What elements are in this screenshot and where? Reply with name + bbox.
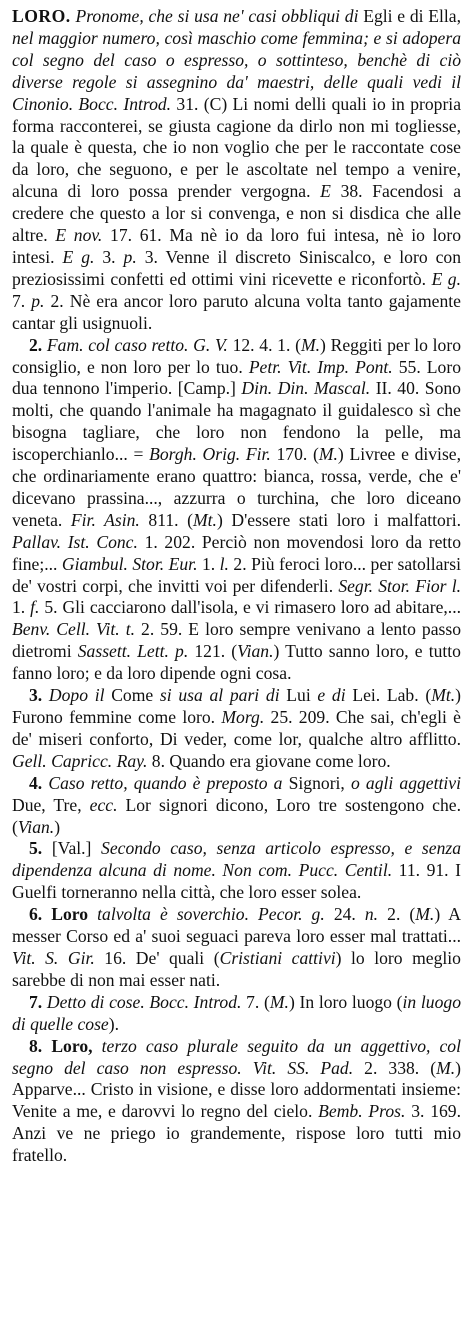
sense-4: 4. Caso retto, quando è preposto a Signori, o agli aggettivi Due, Tre, ecc. Lor signori dicono, Loro tre sostengono che. (Vian.) — [12, 772, 461, 837]
sense-number: 4. — [29, 772, 43, 793]
sense-number: 3. — [29, 685, 43, 706]
sense-5: 5. [Val.] Secondo caso, senza articolo espresso, e senza dipendenza alcuna di nome. Non com. Pucc. Centil. 11. 91. I Guelfi torneranno nella città, che loro esser solea. — [12, 838, 462, 903]
sense-8: 8. Loro, terzo caso plurale seguito da un aggettivo, col segno del caso non espresso. Vit. SS. Pad. 2. 338. (M.) Apparve... Cristo in visione, e disse loro addormentati insieme: Venite a me, e darovvi lo regno del cielo. Bemb. Pros. 3. 169. Anzi ve ne priego io grandemente, rispose loro tutti mio fratello. — [12, 1035, 462, 1166]
sense-number: 8. — [29, 1035, 43, 1056]
sense-number: 6. — [29, 904, 43, 925]
headword: LORO. — [12, 6, 71, 26]
sense-6: 6. Loro talvolta è soverchio. Pecor. g. 24. n. 2. (M.) A messer Corso ed a' suoi seguaci pareva loro esser mal trattati... Vit. S. Gir. 16. De' quali (Cristiani cattivi) lo loro meglio sarebbe di non mai esser nati. — [12, 904, 461, 990]
sense-number: 7. — [29, 991, 43, 1012]
sense-3: 3. Dopo il Come si usa al pari di Lui e di Lei. Lab. (Mt.) Furono femmine come loro. Morg. 25. 209. Che sai, ch'egli è de' miseri conforto, Di veder, come lor, qualche altro afflitto. Gell. Capricc. Ray. 8. Quando era giovane come loro. — [12, 685, 461, 771]
sense-number: 5. — [29, 838, 43, 859]
sense-number: 2. — [29, 334, 43, 355]
sense-2: 2. Fam. col caso retto. G. V. 12. 4. 1. (M.) Reggiti per lo loro consiglio, e non loro per lo tuo. Petr. Vit. Imp. Pont. 55. Loro dua tennono l'imperio. [Camp.] Din. Din. Mascal. II. 40. Sono molti, che quando l'animale ha magagnato il guidalesco sì che bisogna tagliare, che loro non fendono la pelle, ma iscoperchianlo... = Borgh. Orig. Fir. 170. (M.) Livree e divise, che ordinariamente erano quattro: bianca, rossa, verde, che e' dicevano prassina..., azzurra o turchina, che loro diceano veneta. Fir. Asin. 811. (Mt.) D'essere stati loro i malfattori. Pallav. Ist. Conc. 1. 202. Perciò non movendosi loro da retto fine;... Giambul. Stor. Eur. 1. l. 2. Più feroci loro... per satollarsi de' vostri corpi, che invitti voi per difenderli. Segr. Stor. Fior l. 1. f. 5. Gli cacciarono dall'isola, e vi rimasero loro ad abitare,... Benv. Cell. Vit. t. 2. 59. E loro sempre venivano a lento passo dietromi Sassett. Lett. p. 121. (Vian.) Tutto sanno loro, e tutto fanno loro; e da loro dipende ogni cosa. — [12, 334, 462, 684]
entry-intro: LORO. Pronome, che si usa ne' casi obbliqui di Egli e di Ella, nel maggior numero, così maschio come femmina; e si adopera col segno del caso o espresso, o sottinteso, benchè di ciò diverse regole si assegnino da' maestri, delle quali vedi il Cinonio. Bocc. Introd. 31. (C) Li nomi delli quali io in propria forma racconterei, se giusta cagione da dirlo non mi togliesse, la quale è questa, che io non voglio che per le raccontate cose da loro, che seguono, e per le ascoltate nel tempo a venire, alcuna di loro possa prender vergogna. E 38. Facendosi a credere che questo a lor si convenga, e non si disdica che alle altre. E nov. 17. 61. Ma nè io da loro fui intesa, nè io loro intesi. E g. 3. p. 3. Venne il discreto Siniscalco, e loro con preziosissimi confetti ed ottimi vini ricevette e riconfortò. E g. 7. p. 2. Nè era ancor loro paruto alcuna volta tanto gajamente cantar gli usignuoli. — [12, 6, 462, 333]
sense-7: 7. Detto di cose. Bocc. Introd. 7. (M.) In loro luogo (in luogo di quelle cose). — [12, 991, 461, 1034]
